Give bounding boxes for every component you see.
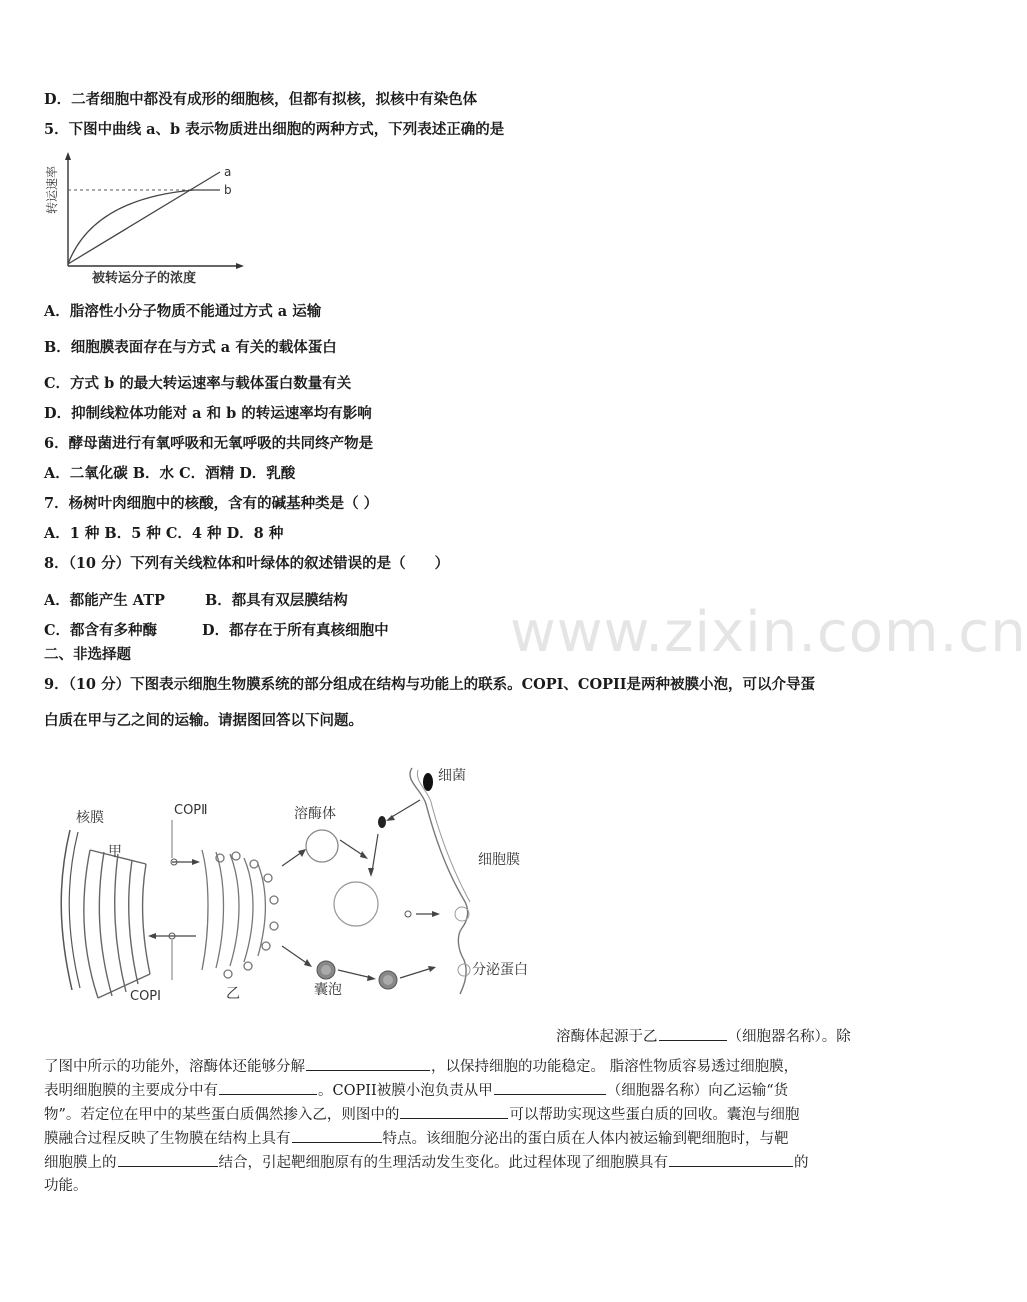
blank-7[interactable] <box>118 1152 218 1167</box>
q5-stem: 5．下图中曲线 a、b 表示物质进出细胞的两种方式，下列表述正确的是 <box>44 121 505 138</box>
q9-line-f <box>44 1152 809 1173</box>
q7-options: A．1 种 B．5 种 C．4 种 D．8 种 <box>44 525 284 542</box>
q9-line-c <box>44 1080 788 1101</box>
q5-option-a: A．脂溶性小分子物质不能通过方式 a 运输 <box>44 303 322 320</box>
q5-option-d: D．抑制线粒体功能对 a 和 b 的转运速率均有影响 <box>44 405 372 422</box>
blank-3[interactable] <box>219 1080 317 1095</box>
y-axis-arrow <box>65 152 71 160</box>
q5-transport-rate-chart <box>44 152 254 288</box>
q9-line-e <box>44 1128 789 1149</box>
q9-g1: 功能。 <box>44 1178 88 1194</box>
curve-a <box>68 172 220 264</box>
label-yi: 乙 <box>226 986 240 1002</box>
q9-membrane-system-diagram <box>60 760 560 1008</box>
q9-d2: 可以帮助实现这些蛋白质的回收。囊泡与细胞 <box>509 1107 800 1123</box>
q9-d1: 物”。若定位在甲中的某些蛋白质偶然掺入乙，则图中的 <box>44 1107 400 1123</box>
blank-4[interactable] <box>494 1080 606 1095</box>
q9-e1: 膜融合过程反映了生物膜在结构上具有 <box>44 1131 291 1147</box>
q8-option-d: D．都存在于所有真核细胞中 <box>202 622 389 639</box>
q9-line-a <box>556 1026 851 1047</box>
q7-stem: 7．杨树叶肉细胞中的核酸，含有的碱基种类是（ ） <box>44 495 379 512</box>
blank-5[interactable] <box>400 1104 508 1119</box>
q5-option-b: B．细胞膜表面存在与方式 a 有关的载体蛋白 <box>44 339 337 356</box>
q9-stem-line-2: 白质在甲与乙之间的运输。请据图回答以下问题。 <box>44 712 363 729</box>
q4-option-d: D．二者细胞中都没有成形的细胞核，但都有拟核，拟核中有染色体 <box>44 91 478 108</box>
q8-option-b: B．都具有双层膜结构 <box>205 592 348 609</box>
x-axis-label: 被转运分子的浓度 <box>92 271 197 286</box>
label-jia: 甲 <box>108 844 122 860</box>
q6-stem: 6．酵母菌进行有氧呼吸和无氧呼吸的共同终产物是 <box>44 435 374 452</box>
q9-a1: 溶酶体起源于乙 <box>556 1029 658 1045</box>
label-cell-membrane: 细胞膜 <box>478 852 520 868</box>
q9-line-b <box>44 1056 798 1077</box>
lysosome-shape <box>306 830 338 862</box>
blank-1[interactable] <box>659 1026 727 1041</box>
q9-e2: 特点。该细胞分泌出的蛋白质在人体内被运输到靶细胞时，与靶 <box>382 1131 789 1147</box>
blank-6[interactable] <box>292 1128 382 1143</box>
golgi-yi-shape <box>202 850 278 978</box>
label-nuclear-membrane: 核膜 <box>76 810 104 826</box>
y-axis-label: 转运速率 <box>45 165 59 214</box>
q8-option-a: A．都能产生 ATP <box>44 592 165 609</box>
q5-option-c: C．方式 b 的最大转运速率与载体蛋白数量有关 <box>44 375 352 392</box>
label-copii: COPⅡ <box>174 803 208 818</box>
er-jia-shape <box>84 850 150 998</box>
q9-f1: 细胞膜上的 <box>44 1155 117 1171</box>
q9-a2: （细胞器名称）。除 <box>727 1029 851 1045</box>
q9-f2: 结合，引起靶细胞原有的生理活动发生变化。此过程体现了细胞膜具有 <box>218 1155 668 1171</box>
golgi-to-vesicle-arrow <box>282 946 308 964</box>
q8-stem: 8．（10 分）下列有关线粒体和叶绿体的叙述错误的是（ ） <box>44 555 450 572</box>
q9-b2: ，以保持细胞的功能稳定。 脂溶性物质容易透过细胞膜， <box>431 1059 799 1075</box>
curve-a-label: a <box>224 165 232 179</box>
curve-b <box>68 190 220 264</box>
x-axis-arrow <box>236 263 244 269</box>
golgi-to-lysosome-arrow <box>282 852 302 866</box>
label-secreted-protein: 分泌蛋白 <box>472 962 528 978</box>
q9-f3: 的 <box>794 1155 809 1171</box>
label-copi: COPⅠ <box>130 989 161 1004</box>
watermark: www.zixin.com.cn <box>510 600 1027 665</box>
q9-c2: 。COPII被膜小泡负责从甲 <box>318 1083 493 1099</box>
curve-b-label: b <box>224 183 232 197</box>
q9-c3: （细胞器名称）向乙运输“货 <box>606 1083 789 1099</box>
q9-c1: 表明细胞膜的主要成分中有 <box>44 1083 218 1099</box>
q9-stem-line-1: 9．（10 分）下图表示细胞生物膜系统的部分组成在结构与功能上的联系。COPI、COPII是两种被膜小泡，可以介导蛋 <box>44 676 816 693</box>
q9-line-d <box>44 1104 799 1125</box>
blank-8[interactable] <box>669 1152 793 1167</box>
blank-2[interactable] <box>306 1056 430 1071</box>
section-2-title: 二、非选择题 <box>44 646 131 663</box>
label-bacteria: 细菌 <box>438 768 466 784</box>
q6-options: A．二氧化碳 B．水 C．酒精 D．乳酸 <box>44 465 296 482</box>
bacterium-shape <box>423 773 433 791</box>
q8-option-c: C．都含有多种酶 <box>44 622 158 639</box>
q9-b1: 了图中所示的功能外，溶酶体还能够分解 <box>44 1059 305 1075</box>
label-lysosome: 溶酶体 <box>294 806 336 822</box>
nuclear-membrane-shape <box>61 830 72 990</box>
label-vesicle: 囊泡 <box>314 982 342 998</box>
phagolysosome-shape <box>334 882 378 926</box>
